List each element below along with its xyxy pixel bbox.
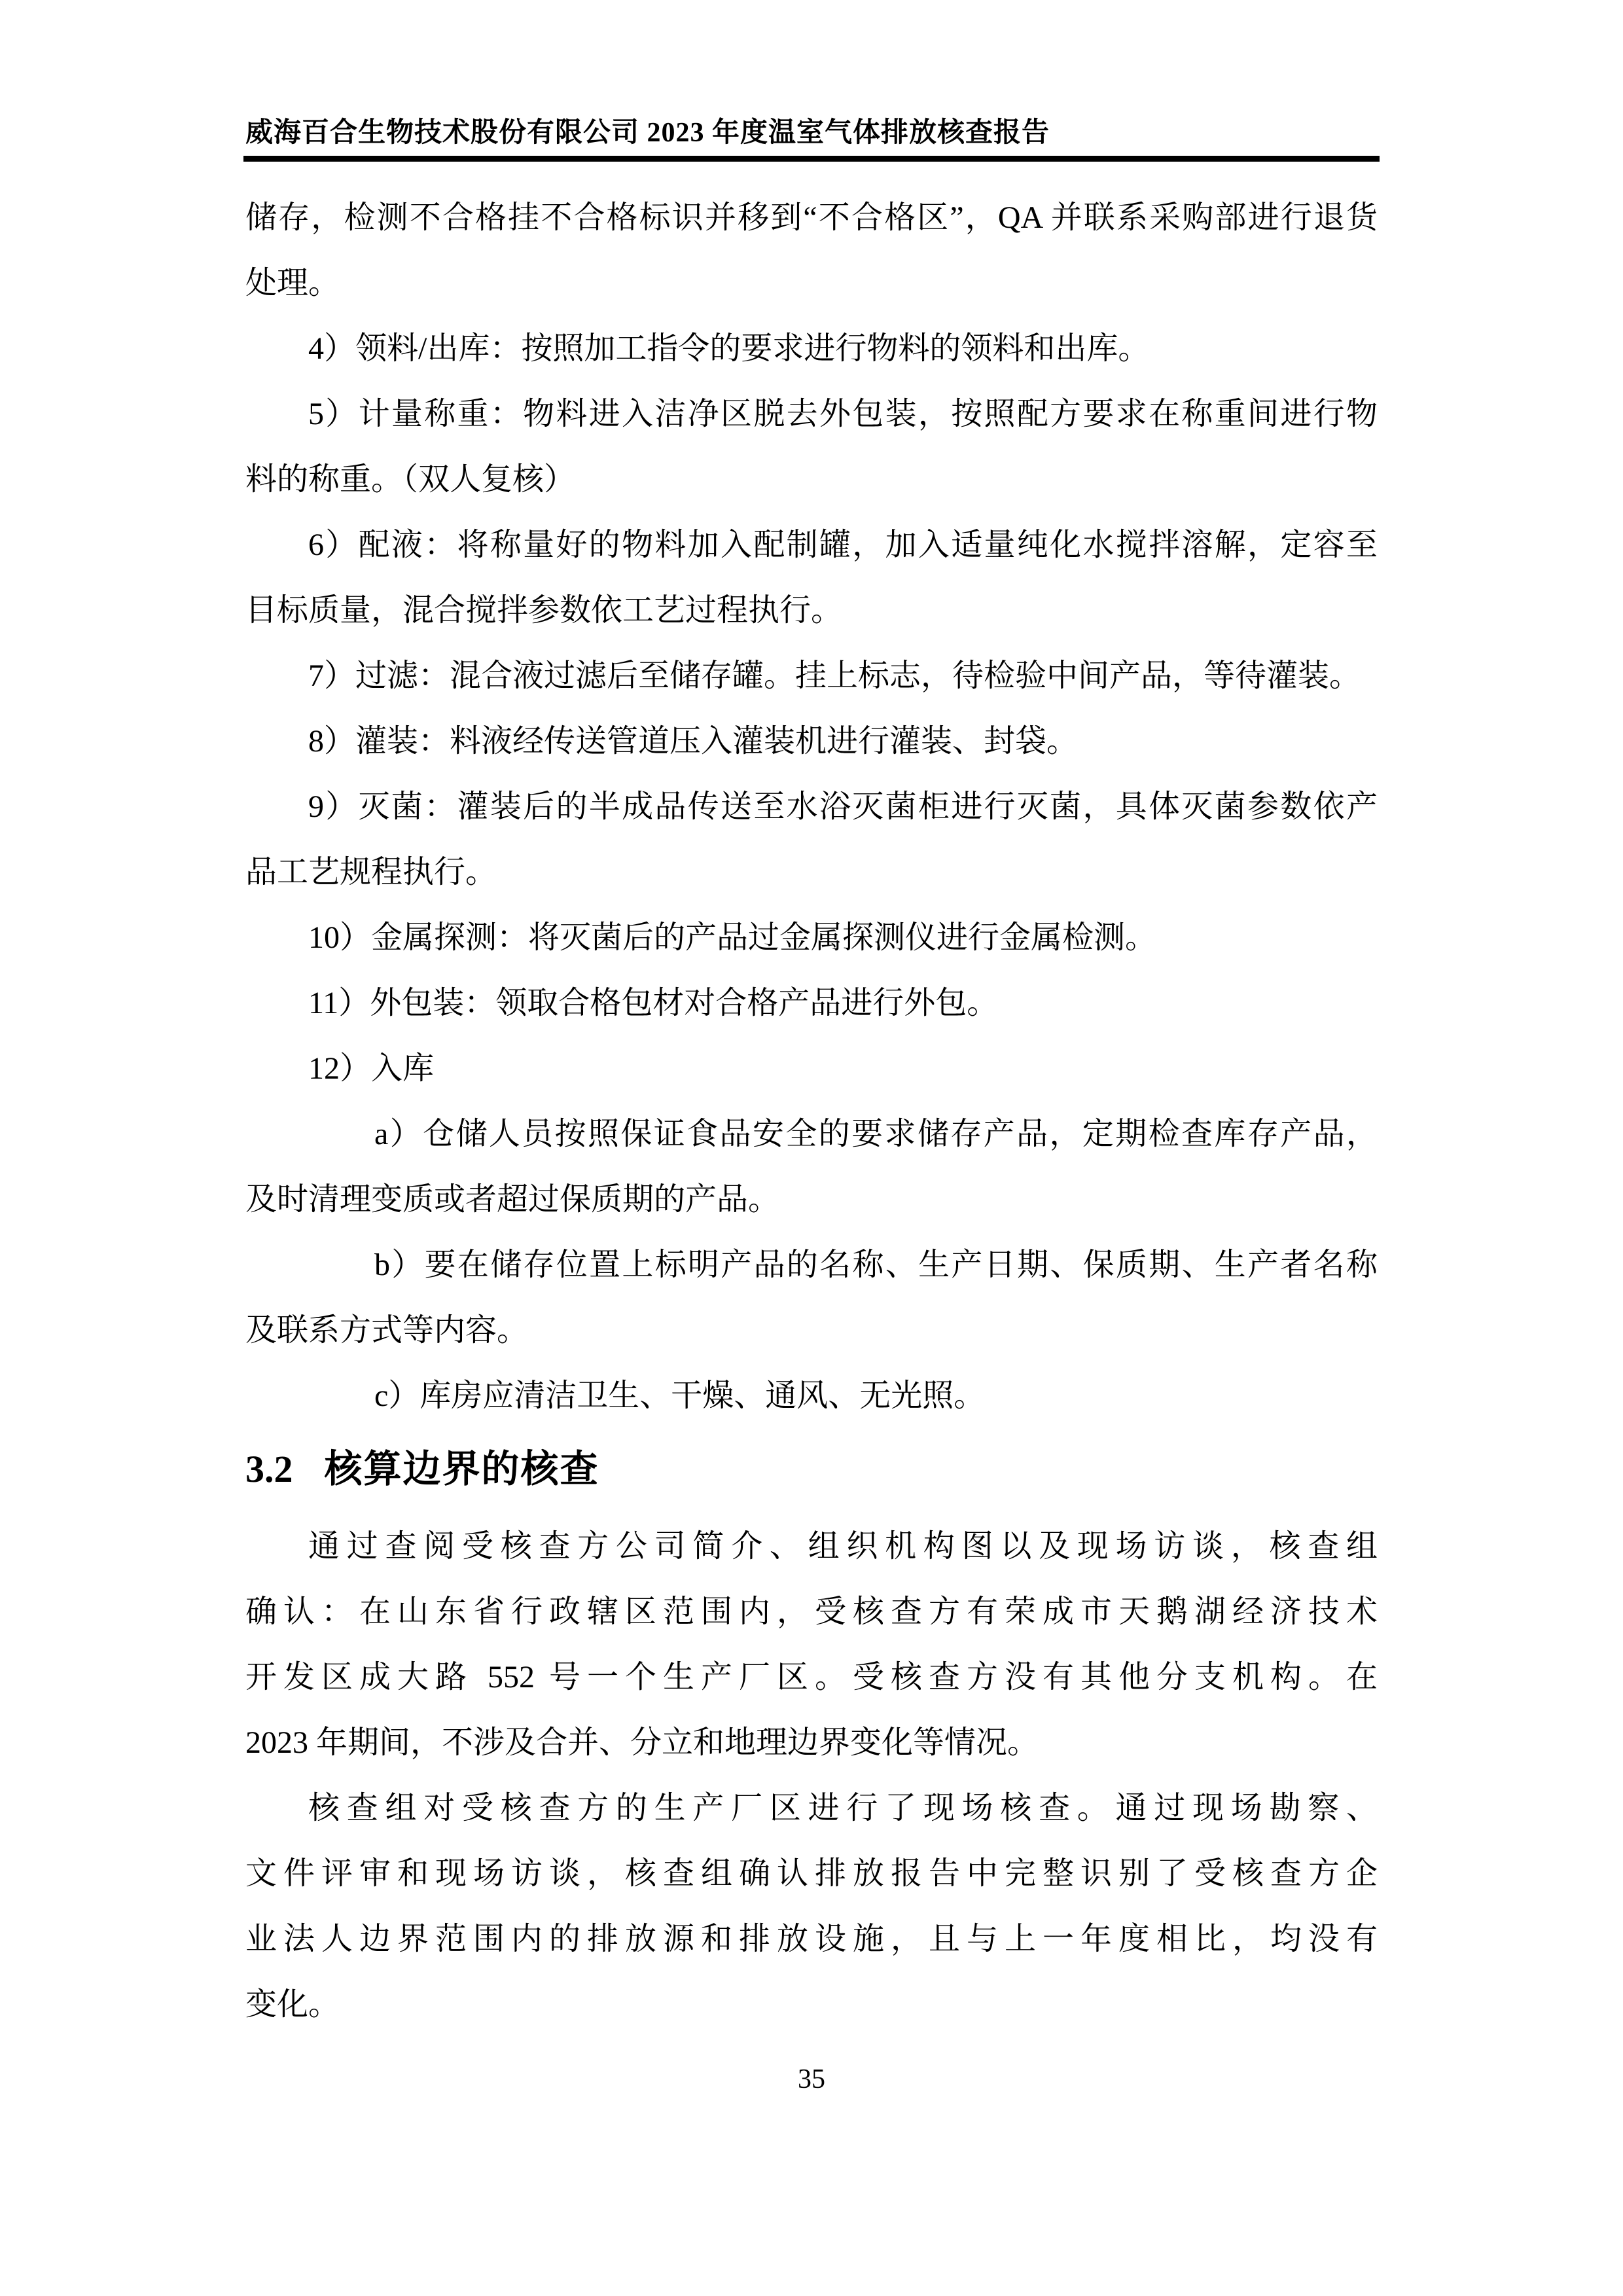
- paragraph-line: 2023 年期间，不涉及合并、分立和地理边界变化等情况。: [245, 1725, 1039, 1760]
- report-header: 威海百合生物技术股份有限公司 2023 年度温室气体排放核查报告: [245, 118, 1050, 148]
- page-body: [245, 185, 1378, 2037]
- list-item-6: 6）配液：将称量好的物料加入配制罐，加入适量纯化水搅拌溶解，定容至: [308, 528, 1378, 562]
- list-item-11: 11）外包装：领取合格包材对合格产品进行外包。: [308, 986, 999, 1020]
- paragraph-line: 确认：在山东省行政辖区范围内，受核查方有荣成市天鹅湖经济技术: [245, 1594, 1378, 1629]
- page-number: 35: [798, 2064, 825, 2094]
- list-item-10: 10）金属探测：将灭菌后的产品过金属探测仪进行金属检测。: [308, 920, 1157, 955]
- sub-item-b: b）要在储存位置上标明产品的名称、生产日期、保质期、生产者名称: [374, 1247, 1378, 1282]
- sub-item-a: a）仓储人员按照保证食品安全的要求储存产品，定期检查库存产品，: [374, 1117, 1378, 1151]
- paragraph-line: 通过查阅受核查方公司简介、组织机构图以及现场访谈，核查组: [308, 1529, 1378, 1564]
- text-line: 及时清理变质或者超过保质期的产品。: [245, 1182, 780, 1217]
- text-line: 目标质量，混合搅拌参数依工艺过程执行。: [245, 593, 843, 628]
- sub-item-c: c）库房应清洁卫生、干燥、通风、无光照。: [374, 1378, 986, 1413]
- paragraph-line: 业法人边界范围内的排放源和排放设施，且与上一年度相比，均没有: [245, 1922, 1378, 1956]
- section-title: 核算边界的核查: [324, 1448, 599, 1490]
- list-item-9: 9）灭菌：灌装后的半成品传送至水浴灭菌柜进行灭菌，具体灭菌参数依产: [308, 789, 1378, 824]
- list-item-12: 12）入库: [308, 1051, 435, 1086]
- text-line: 及联系方式等内容。: [245, 1313, 529, 1348]
- paragraph-line: 文件评审和现场访谈，核查组确认排放报告中完整识别了受核查方企: [245, 1856, 1378, 1891]
- text-line: 料的称重。（双人复核）: [245, 462, 576, 497]
- list-item-5: 5）计量称重：物料进入洁净区脱去外包装，按照配方要求在称重间进行物: [308, 397, 1378, 431]
- header-rule: [243, 156, 1380, 162]
- text-line: 品工艺规程执行。: [245, 855, 497, 889]
- list-item-7: 7）过滤：混合液过滤后至储存罐。挂上标志，待检验中间产品，等待灌装。: [308, 658, 1361, 693]
- list-item-8: 8）灌装：料液经传送管道压入灌装机进行灌装、封袋。: [308, 724, 1079, 759]
- paragraph-line: 开发区成大路 552 号一个生产厂区。受核查方没有其他分支机构。在: [245, 1660, 1378, 1695]
- section-heading: [245, 1437, 1378, 1502]
- paragraph-line: 核查组对受核查方的生产厂区进行了现场核查。通过现场勘察、: [308, 1791, 1378, 1825]
- paragraph-line: 变化。: [245, 1987, 340, 2022]
- text-line: 处理。: [245, 266, 340, 300]
- list-item-4: 4）领料/出库：按照加工指令的要求进行物料的领料和出库。: [308, 331, 1150, 366]
- section-number: 3.2: [245, 1448, 293, 1490]
- text-line: 储存，检测不合格挂不合格标识并移到“不合格区”，QA 并联系采购部进行退货: [245, 200, 1378, 235]
